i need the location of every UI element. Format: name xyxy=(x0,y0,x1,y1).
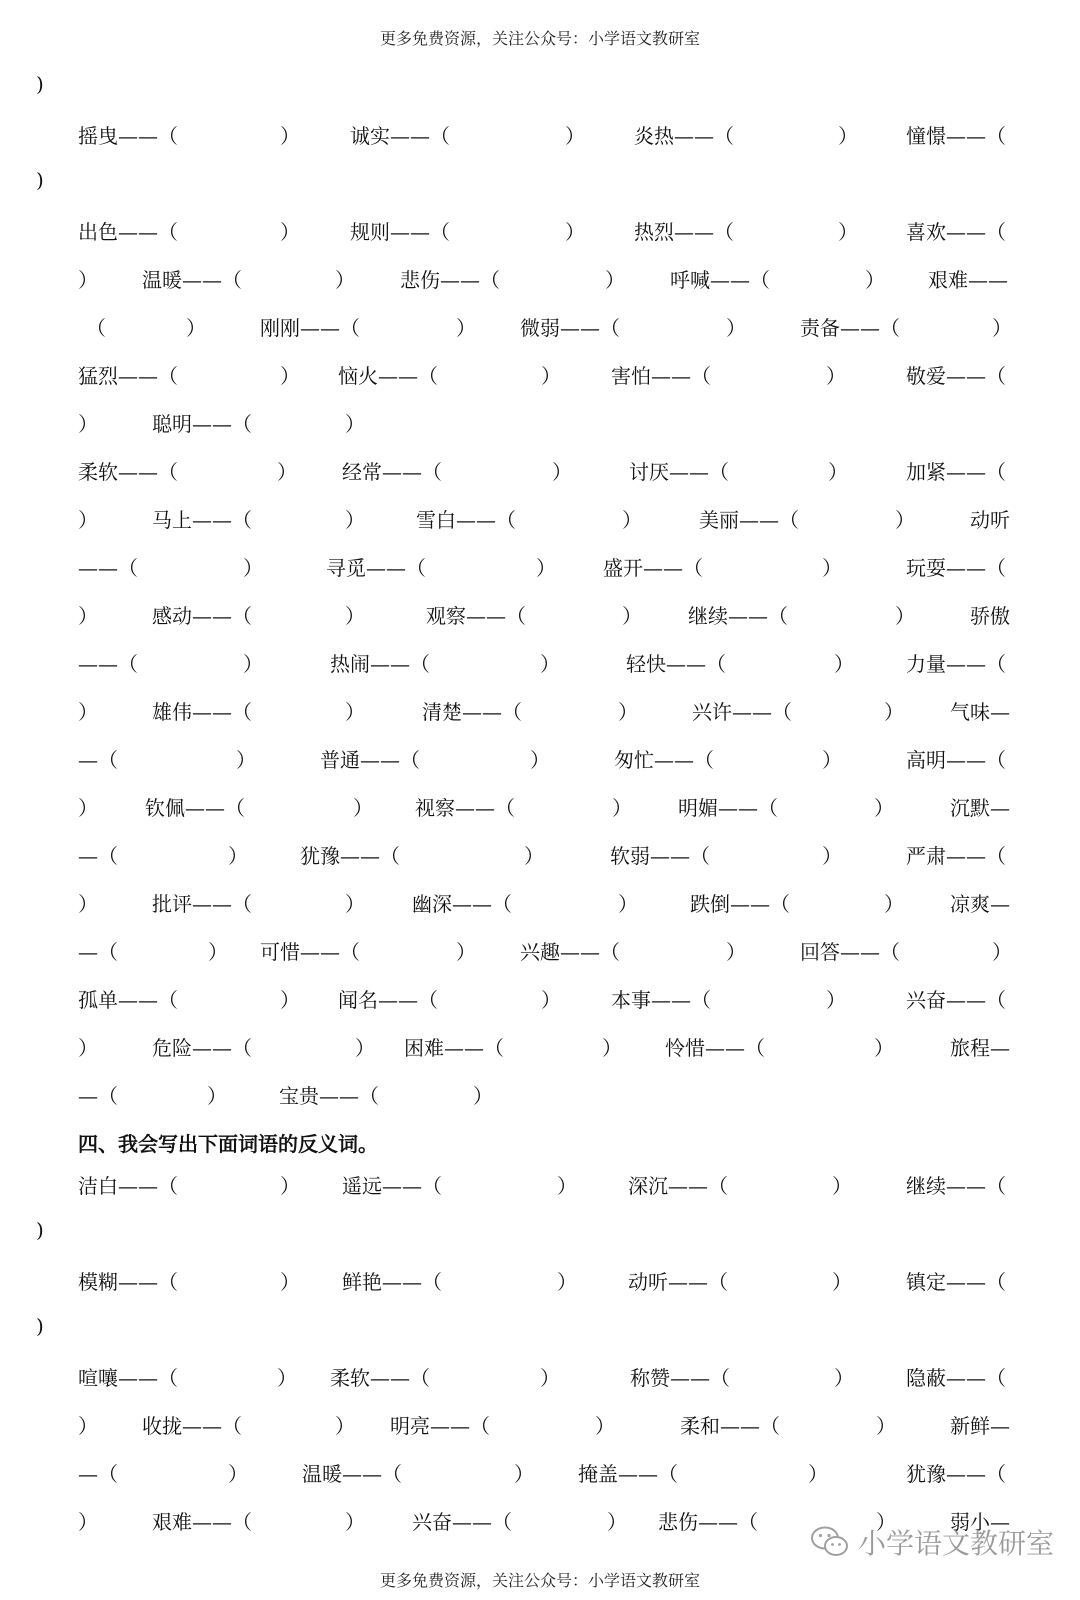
line-segment: ） xyxy=(536,556,556,580)
line-segment: 弱小— xyxy=(950,1510,1010,1534)
line-segment: ） xyxy=(78,412,98,436)
line-segment: 感动——（ xyxy=(152,604,252,628)
worksheet-line xyxy=(0,542,1080,586)
line-segment: 呼喊——（ xyxy=(670,268,770,292)
line-segment: 清楚——（ xyxy=(422,700,522,724)
worksheet-line xyxy=(0,158,1080,202)
page-header: 更多免费资源，关注公众号：小学语文教研室 xyxy=(379,29,700,48)
line-segment: 动听——（ xyxy=(628,1270,728,1294)
line-segment: 动听 xyxy=(970,508,1010,532)
line-segment: 柔和——（ xyxy=(680,1414,780,1438)
line-segment: ） xyxy=(280,220,300,244)
line-segment: 钦佩——（ xyxy=(145,796,245,820)
line-segment: 凉爽— xyxy=(950,892,1010,916)
line-segment: 新鲜— xyxy=(950,1414,1010,1438)
line-segment: ） xyxy=(876,1414,896,1438)
line-segment: 严肃——（ xyxy=(906,844,1006,868)
line-segment: 柔软——（ xyxy=(78,460,178,484)
line-segment: ） xyxy=(243,556,263,580)
line-segment: 掩盖——（ xyxy=(578,1462,678,1486)
line-segment: ） xyxy=(874,1036,894,1060)
worksheet-line xyxy=(0,110,1080,154)
line-segment: 经常——（ xyxy=(342,460,442,484)
worksheet-line xyxy=(0,494,1080,538)
line-segment: 热烈——（ xyxy=(634,220,734,244)
worksheet-line xyxy=(0,974,1080,1018)
line-segment: 本事——（ xyxy=(611,988,711,1012)
line-segment: 温暖——（ xyxy=(142,268,242,292)
line-segment: 鲜艳——（ xyxy=(342,1270,442,1294)
line-segment: ) xyxy=(36,1218,44,1242)
worksheet-line xyxy=(0,590,1080,634)
line-segment: 诚实——（ xyxy=(350,124,450,148)
page-footer: 更多免费资源，关注公众号：小学语文教研室 xyxy=(379,1571,700,1590)
line-segment: ） xyxy=(895,604,915,628)
line-segment: 明亮——（ xyxy=(390,1414,490,1438)
line-segment: ） xyxy=(834,652,854,676)
line-segment: ） xyxy=(78,508,98,532)
worksheet-line xyxy=(0,1160,1080,1204)
worksheet-line xyxy=(0,302,1080,346)
line-segment: ） xyxy=(353,796,373,820)
line-segment: ） xyxy=(78,892,98,916)
line-segment: ） xyxy=(78,700,98,724)
line-segment: 悲伤——（ xyxy=(400,268,500,292)
worksheet-line xyxy=(0,446,1080,490)
line-segment: 气味— xyxy=(950,700,1010,724)
line-segment: 继续——（ xyxy=(688,604,788,628)
line-segment: 闻名——（ xyxy=(338,988,438,1012)
line-segment: ） xyxy=(78,1036,98,1060)
line-segment: ） xyxy=(228,844,248,868)
line-segment: ） xyxy=(865,268,885,292)
line-segment: 讨厌——（ xyxy=(629,460,729,484)
line-segment: ） xyxy=(243,652,263,676)
line-segment: ） xyxy=(345,1510,365,1534)
worksheet-line xyxy=(0,1256,1080,1300)
line-segment: —（ xyxy=(78,844,118,868)
line-segment: 美丽——（ xyxy=(699,508,799,532)
line-segment: ） xyxy=(514,1462,534,1486)
line-segment: ） xyxy=(207,1084,227,1108)
worksheet-line xyxy=(0,782,1080,826)
line-segment: —（ xyxy=(78,1084,118,1108)
line-segment: —（ xyxy=(78,1462,118,1486)
line-segment: ） xyxy=(456,316,476,340)
line-segment: 恼火——（ xyxy=(338,364,438,388)
line-segment: 兴奋——（ xyxy=(412,1510,512,1534)
line-segment: 喜欢——（ xyxy=(906,220,1006,244)
line-segment: 马上——（ xyxy=(152,508,252,532)
worksheet-line xyxy=(0,734,1080,778)
line-segment: ） xyxy=(473,1084,493,1108)
line-segment: ） xyxy=(208,940,228,964)
line-segment: 寻觅——（ xyxy=(326,556,426,580)
line-segment: 旅程— xyxy=(950,1036,1010,1060)
line-segment: ） xyxy=(618,700,638,724)
line-segment: 责备——（ xyxy=(800,316,900,340)
line-segment: 微弱——（ xyxy=(520,316,620,340)
line-segment: —（ xyxy=(78,940,118,964)
line-segment: 骄傲 xyxy=(970,604,1010,628)
line-segment: ） xyxy=(726,940,746,964)
line-segment: ） xyxy=(345,508,365,532)
line-segment: ） xyxy=(884,892,904,916)
line-segment: ） xyxy=(726,316,746,340)
line-segment: ） xyxy=(838,124,858,148)
line-segment: ） xyxy=(280,364,300,388)
line-segment: ） xyxy=(78,1510,98,1534)
line-segment: ） xyxy=(992,316,1012,340)
line-segment: ） xyxy=(565,220,585,244)
line-segment: 视察——（ xyxy=(415,796,515,820)
line-segment: ——（ xyxy=(78,652,138,676)
line-segment: 猛烈——（ xyxy=(78,364,178,388)
line-segment: ） xyxy=(876,1510,896,1534)
line-segment: ） xyxy=(78,796,98,820)
line-segment: 悲伤——（ xyxy=(658,1510,758,1534)
line-segment: 洁白——（ xyxy=(78,1174,178,1198)
line-segment: ） xyxy=(838,220,858,244)
line-segment: ） xyxy=(808,1462,828,1486)
line-segment: 摇曳——（ xyxy=(78,124,178,148)
line-segment: 跌倒——（ xyxy=(690,892,790,916)
line-segment: ） xyxy=(524,844,544,868)
line-segment: ） xyxy=(822,748,842,772)
line-segment: 危险——（ xyxy=(152,1036,252,1060)
worksheet-line xyxy=(0,1352,1080,1396)
line-segment: 害怕——（ xyxy=(611,364,711,388)
worksheet-line xyxy=(0,638,1080,682)
worksheet-line xyxy=(0,1400,1080,1444)
line-segment: ） xyxy=(345,700,365,724)
line-segment: 雪白——（ xyxy=(416,508,516,532)
line-segment: 热闹——（ xyxy=(330,652,430,676)
line-segment: ） xyxy=(895,508,915,532)
worksheet-line xyxy=(0,686,1080,730)
line-segment: ) xyxy=(36,72,44,96)
line-segment: 柔软——（ xyxy=(330,1366,430,1390)
line-segment: 温暖——（ xyxy=(302,1462,402,1486)
line-segment: ） xyxy=(622,604,642,628)
line-segment: 幽深——（ xyxy=(412,892,512,916)
line-segment: ） xyxy=(605,268,625,292)
line-segment: ） xyxy=(345,412,365,436)
line-segment: ） xyxy=(530,748,550,772)
line-segment: 刚刚——（ xyxy=(260,316,360,340)
line-segment: 兴许——（ xyxy=(692,700,792,724)
worksheet-line xyxy=(0,878,1080,922)
line-segment: ） xyxy=(828,460,848,484)
line-segment: ） xyxy=(540,1366,560,1390)
line-segment: 明媚——（ xyxy=(678,796,778,820)
section-heading xyxy=(0,1118,1080,1162)
line-segment: 回答——（ xyxy=(800,940,900,964)
line-segment: ) xyxy=(36,168,44,192)
line-segment: 敬爱——（ xyxy=(906,364,1006,388)
line-segment: 继续——（ xyxy=(906,1174,1006,1198)
line-segment: 高明——（ xyxy=(906,748,1006,772)
line-segment: ） xyxy=(595,1414,615,1438)
line-segment: ） xyxy=(236,748,256,772)
line-segment: 软弱——（ xyxy=(610,844,710,868)
line-segment: ） xyxy=(992,940,1012,964)
line-segment: 聪明——（ xyxy=(152,412,252,436)
line-segment: 遥远——（ xyxy=(342,1174,442,1198)
line-segment: ） xyxy=(280,124,300,148)
line-segment: ） xyxy=(826,988,846,1012)
line-segment: ） xyxy=(540,652,560,676)
line-segment: ） xyxy=(618,892,638,916)
line-segment: ） xyxy=(565,124,585,148)
line-segment: 可惜——（ xyxy=(260,940,360,964)
line-segment: 匆忙——（ xyxy=(614,748,714,772)
line-segment: —（ xyxy=(78,748,118,772)
watermark-text: 小学语文教研室 xyxy=(858,1527,1055,1560)
line-segment: ） xyxy=(832,1174,852,1198)
line-segment: ） xyxy=(552,460,572,484)
line-segment: 深沉——（ xyxy=(628,1174,728,1198)
line-segment: ） xyxy=(612,796,632,820)
line-segment: 炎热——（ xyxy=(634,124,734,148)
line-segment: 出色——（ xyxy=(78,220,178,244)
wechat-icon xyxy=(810,1525,850,1559)
worksheet-line xyxy=(0,1022,1080,1066)
line-segment: ） xyxy=(345,892,365,916)
line-segment: 普通——（ xyxy=(320,748,420,772)
line-segment: 憧憬——（ xyxy=(906,124,1006,148)
line-segment: ） xyxy=(280,1270,300,1294)
line-segment: 艰难—— xyxy=(928,268,1008,292)
line-segment: ） xyxy=(884,700,904,724)
line-segment: 收拢——（ xyxy=(142,1414,242,1438)
line-segment: 模糊——（ xyxy=(78,1270,178,1294)
line-segment: ） xyxy=(874,796,894,820)
line-segment: 兴奋——（ xyxy=(906,988,1006,1012)
line-segment: 沉默— xyxy=(950,796,1010,820)
line-segment: 镇定——（ xyxy=(906,1270,1006,1294)
worksheet-line xyxy=(0,1070,1080,1114)
line-segment: ） xyxy=(822,556,842,580)
line-segment: ） xyxy=(78,268,98,292)
line-segment: 犹豫——（ xyxy=(906,1462,1006,1486)
line-segment: 喧嚷——（ xyxy=(78,1366,178,1390)
worksheet-line xyxy=(0,62,1080,106)
worksheet-line xyxy=(0,1448,1080,1492)
line-segment: ） xyxy=(607,1510,627,1534)
section-heading-text: 四、我会写出下面词语的反义词。 xyxy=(78,1132,378,1156)
worksheet-line xyxy=(0,254,1080,298)
line-segment: 困难——（ xyxy=(404,1036,504,1060)
line-segment: 观察——（ xyxy=(426,604,526,628)
line-segment: ） xyxy=(186,316,206,340)
line-segment: ） xyxy=(280,988,300,1012)
line-segment: ） xyxy=(335,1414,355,1438)
line-segment: （ xyxy=(86,316,106,340)
line-segment: ） xyxy=(355,1036,375,1060)
line-segment: ） xyxy=(541,364,561,388)
line-segment: ） xyxy=(78,604,98,628)
line-segment: ） xyxy=(277,460,297,484)
line-segment: 力量——（ xyxy=(906,652,1006,676)
line-segment: ） xyxy=(557,1270,577,1294)
line-segment: ） xyxy=(832,1270,852,1294)
worksheet-line xyxy=(0,1304,1080,1348)
worksheet-line xyxy=(0,926,1080,970)
line-segment: ) xyxy=(36,1314,44,1338)
line-segment: 轻快——（ xyxy=(626,652,726,676)
line-segment: ） xyxy=(345,604,365,628)
worksheet-line xyxy=(0,1208,1080,1252)
watermark xyxy=(810,1520,1054,1564)
line-segment: ） xyxy=(541,988,561,1012)
line-segment: ） xyxy=(834,1366,854,1390)
line-segment: 隐蔽——（ xyxy=(906,1366,1006,1390)
line-segment: ） xyxy=(557,1174,577,1198)
line-segment: 怜惜——（ xyxy=(665,1036,765,1060)
worksheet-line xyxy=(0,206,1080,250)
line-segment: 犹豫——（ xyxy=(300,844,400,868)
line-segment: ） xyxy=(228,1462,248,1486)
line-segment: 规则——（ xyxy=(350,220,450,244)
line-segment: 宝贵——（ xyxy=(279,1084,379,1108)
worksheet-line xyxy=(0,398,1080,442)
line-segment: ） xyxy=(277,1366,297,1390)
worksheet-line xyxy=(0,830,1080,874)
worksheet-line xyxy=(0,350,1080,394)
line-segment: 兴趣——（ xyxy=(520,940,620,964)
line-segment: ） xyxy=(826,364,846,388)
line-segment: ） xyxy=(78,1414,98,1438)
line-segment: ） xyxy=(822,844,842,868)
line-segment: 雄伟——（ xyxy=(152,700,252,724)
line-segment: ） xyxy=(622,508,642,532)
line-segment: 盛开——（ xyxy=(603,556,703,580)
line-segment: 称赞——（ xyxy=(630,1366,730,1390)
line-segment: 艰难——（ xyxy=(152,1510,252,1534)
line-segment: ） xyxy=(335,268,355,292)
line-segment: 玩耍——（ xyxy=(906,556,1006,580)
line-segment: ） xyxy=(280,1174,300,1198)
line-segment: 孤单——（ xyxy=(78,988,178,1012)
line-segment: ） xyxy=(602,1036,622,1060)
line-segment: ——（ xyxy=(78,556,138,580)
line-segment: 批评——（ xyxy=(152,892,252,916)
line-segment: 加紧——（ xyxy=(906,460,1006,484)
line-segment: ） xyxy=(456,940,476,964)
